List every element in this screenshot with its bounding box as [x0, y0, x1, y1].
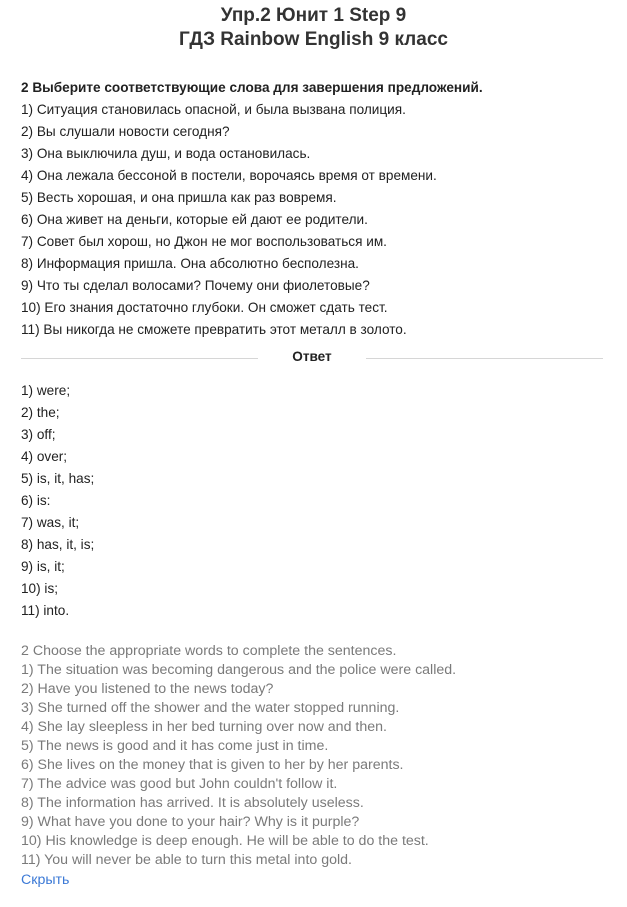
answer-item: 11) into.: [21, 603, 70, 618]
translation-item: 10) His knowledge is deep enough. He will be able to do the test.: [21, 833, 429, 849]
translation-heading: 2 Choose the appropriate words to complete the sentences.: [21, 643, 397, 659]
task-item: 10) Его знания достаточно глубоки. Он сможет сдать тест.: [21, 300, 388, 315]
hide-translation-link[interactable]: Скрыть: [21, 872, 70, 888]
page: [0, 0, 627, 341]
answer-divider: [21, 349, 603, 364]
translation-item: 3) She turned off the shower and the water stopped running.: [21, 700, 400, 716]
divider-line-right: [366, 358, 603, 359]
task-item: 9) Что ты сделал волосами? Почему они фиолетовые?: [21, 278, 370, 293]
translation-item: 8) The information has arrived. It is absolutely useless.: [21, 795, 364, 811]
answer-item: 9) is, it;: [21, 559, 65, 574]
translation-item: 4) She lay sleepless in her bed turning over now and then.: [21, 719, 387, 735]
answer-item: 1) were;: [21, 383, 71, 398]
translation-item: 11) You will never be able to turn this metal into gold.: [21, 852, 352, 868]
task-heading: 2 Выберите соответствующие слова для завершения предложений.: [21, 80, 483, 95]
translation-item: 7) The advice was good but John couldn't follow it.: [21, 776, 338, 792]
answer-item: 8) has, it, is;: [21, 537, 95, 552]
answer-item: 10) is;: [21, 581, 59, 596]
page-title: Упр.2 Юнит 1 Step 9: [220, 5, 407, 26]
translation-item: 9) What have you done to your hair? Why is it purple?: [21, 814, 360, 830]
task-item: 11) Вы никогда не сможете превратить этот металл в золото.: [21, 322, 407, 337]
page-header: [0, 0, 627, 52]
task-item: 5) Весть хорошая, и она пришла как раз вовремя.: [21, 190, 337, 205]
answer-item: 5) is, it, has;: [21, 471, 95, 486]
page-subtitle: ГДЗ Rainbow English 9 класс: [179, 29, 448, 50]
task-item: 4) Она лежала бессоной в постели, ворочаясь время от времени.: [21, 168, 437, 183]
translation-item: 2) Have you listened to the news today?: [21, 681, 274, 697]
task-item: 6) Она живет на деньги, которые ей дают ее родители.: [21, 212, 368, 227]
task-item: 7) Совет был хорош, но Джон не мог воспользоваться им.: [21, 234, 387, 249]
answer-item: 4) over;: [21, 449, 68, 464]
translation-block: [21, 642, 456, 870]
answer-item: 2) the;: [21, 405, 60, 420]
answer-item: 6) is:: [21, 493, 51, 508]
task-item: 3) Она выключила душ, и вода остановилась.: [21, 146, 311, 161]
translation-item: 5) The news is good and it has come just in time.: [21, 738, 329, 754]
answer-item: 3) off;: [21, 427, 56, 442]
translation-item: 1) The situation was becoming dangerous and the police were called.: [21, 662, 457, 678]
answer-item: 7) was, it;: [21, 515, 80, 530]
task-item: 2) Вы слушали новости сегодня?: [21, 124, 230, 139]
answer-label: Ответ: [292, 349, 332, 364]
translation-item: 6) She lives on the money that is given to her by her parents.: [21, 757, 404, 773]
task-block: [21, 77, 627, 341]
answer-list: [21, 380, 94, 622]
task-item: 1) Ситуация становилась опасной, и была вызвана полиция.: [21, 102, 406, 117]
task-item: 8) Информация пришла. Она абсолютно бесполезна.: [21, 256, 359, 271]
